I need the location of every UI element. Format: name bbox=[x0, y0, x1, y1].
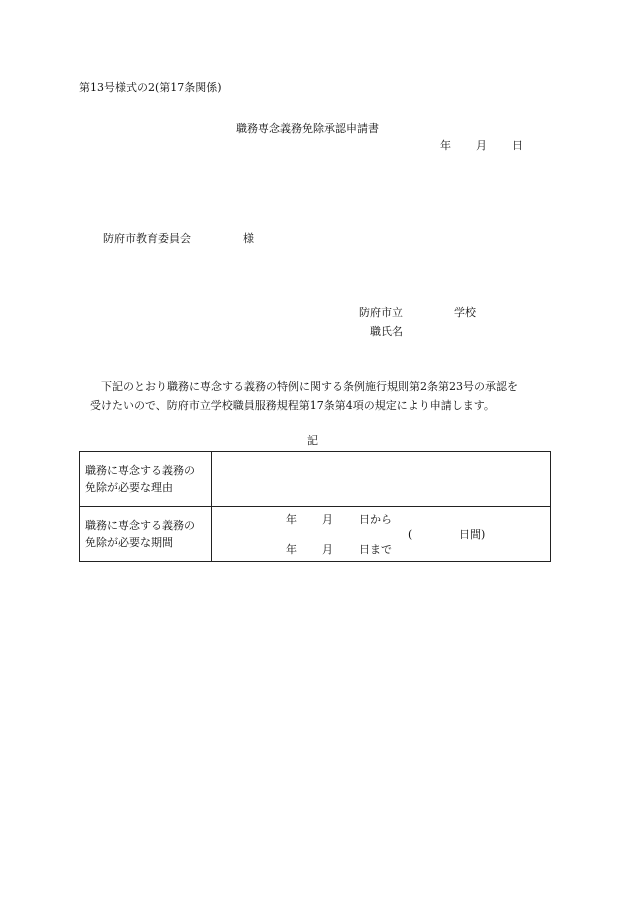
position-name-label: 職氏名 bbox=[370, 325, 403, 338]
school-suffix: 学校 bbox=[454, 306, 476, 319]
period-value-cell[interactable] bbox=[212, 507, 551, 562]
addressee-honorific: 様 bbox=[243, 232, 254, 245]
reason-label-cell bbox=[80, 452, 212, 507]
period-label-line1: 職務に専念する義務の bbox=[85, 519, 195, 532]
days-open: ( bbox=[408, 528, 413, 541]
addressee-name: 防府市教育委員会 bbox=[103, 232, 191, 245]
ki-heading: 記 bbox=[307, 434, 318, 447]
application-table bbox=[79, 451, 551, 562]
reason-label-line2: 免除が必要な理由 bbox=[85, 481, 173, 494]
from-day: 日から bbox=[359, 513, 392, 526]
reason-value-cell[interactable] bbox=[212, 452, 551, 507]
date-year: 年 bbox=[440, 139, 451, 152]
to-year: 年 bbox=[286, 543, 297, 556]
body-line-1: 下記のとおり職務に専念する義務の特例に関する条例施行規則第2条第23号の承認を bbox=[101, 380, 518, 393]
document-title: 職務専念義務免除承認申請書 bbox=[236, 122, 379, 135]
body-line-2: 受けたいので、防府市立学校職員服務規程第17条第4項の規定により申請します。 bbox=[90, 399, 495, 412]
form-number: 第13号様式の2(第17条関係) bbox=[79, 81, 222, 94]
date-day: 日 bbox=[512, 139, 523, 152]
days-close: 日間) bbox=[459, 528, 486, 541]
date-month: 月 bbox=[476, 139, 487, 152]
table-row bbox=[80, 452, 551, 507]
period-label-cell bbox=[80, 507, 212, 562]
period-label-line2: 免除が必要な期間 bbox=[85, 536, 173, 549]
from-year: 年 bbox=[286, 513, 297, 526]
reason-label-line1: 職務に専念する義務の bbox=[85, 464, 195, 477]
to-day: 日まで bbox=[359, 543, 392, 556]
from-month: 月 bbox=[322, 513, 333, 526]
table-row bbox=[80, 507, 551, 562]
period-fields bbox=[212, 507, 550, 561]
school-prefix: 防府市立 bbox=[359, 306, 403, 319]
to-month: 月 bbox=[322, 543, 333, 556]
